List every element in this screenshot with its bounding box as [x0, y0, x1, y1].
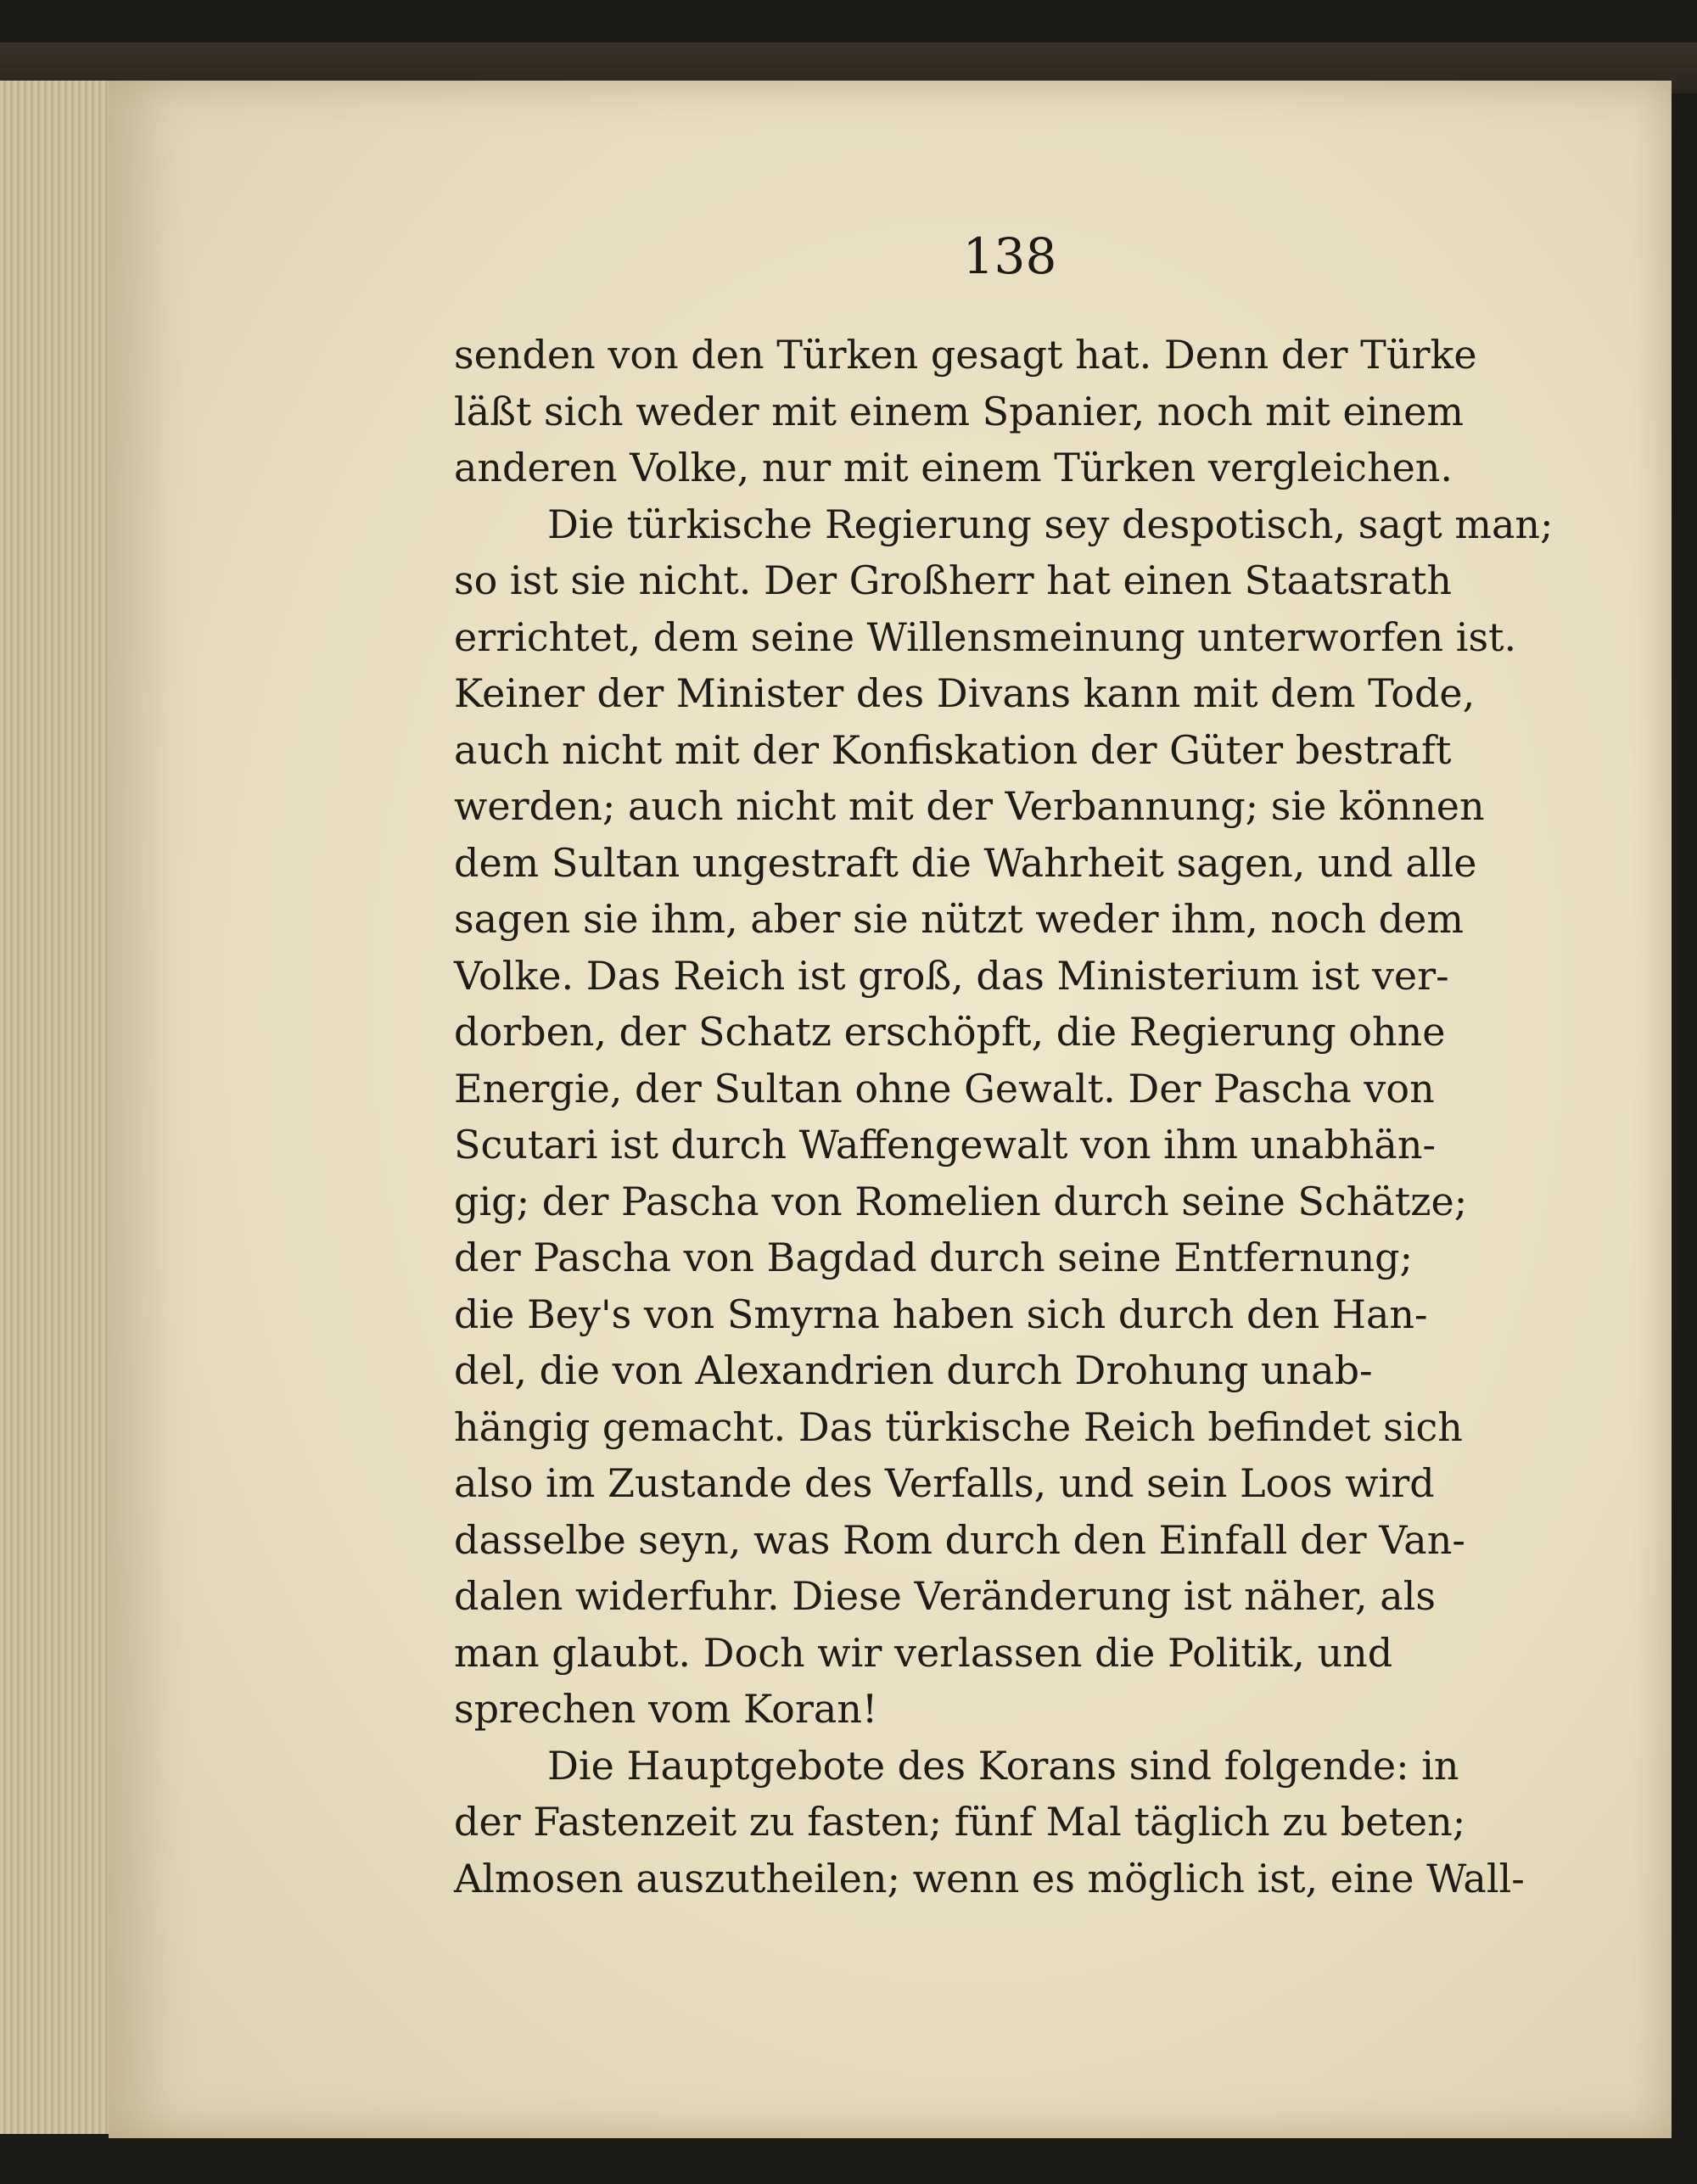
text-line: dasselbe seyn, was Rom durch den Einfall der Van-: [454, 1516, 1465, 1563]
text-line: dorben, der Schatz erschöpft, die Regierung ohne: [454, 1009, 1446, 1055]
text-line: die Bey's von Smyrna haben sich durch den Han-: [454, 1291, 1428, 1337]
text-line: dem Sultan ungestraft die Wahrheit sagen, und alle: [454, 839, 1477, 886]
text-line: hängig gemacht. Das türkische Reich befindet sich: [454, 1403, 1463, 1450]
text-line: man glaubt. Doch wir verlassen die Politik, und: [454, 1629, 1393, 1676]
page-number: 138: [962, 227, 1057, 285]
text-line: Volke. Das Reich ist groß, das Ministerium ist ver-: [454, 952, 1449, 999]
text-line: Die türkische Regierung sey despotisch, sagt man;: [547, 501, 1554, 547]
text-line: Scutari ist durch Waffengewalt von ihm unabhän-: [454, 1122, 1437, 1168]
text-line: dalen widerfuhr. Diese Veränderung ist näher, als: [454, 1573, 1437, 1619]
text-line: Almosen auszutheilen; wenn es möglich ist, eine Wall-: [454, 1855, 1525, 1901]
text-line: so ist sie nicht. Der Großherr hat einen Staatsrath: [454, 557, 1452, 603]
text-line: errichtet, dem seine Willensmeinung unterworfen ist.: [454, 613, 1517, 660]
text-line: läßt sich weder mit einem Spanier, noch mit einem: [454, 388, 1464, 434]
text-line: werden; auch nicht mit der Verbannung; sie können: [454, 783, 1485, 829]
text-line: senden von den Türken gesagt hat. Denn der Türke: [454, 332, 1477, 378]
text-line: anderen Volke, nur mit einem Türken vergleichen.: [454, 445, 1453, 490]
text-line: Energie, der Sultan ohne Gewalt. Der Pascha von: [454, 1065, 1435, 1112]
text-line: Keiner der Minister des Divans kann mit dem Tode,: [454, 670, 1476, 716]
text-line: der Fastenzeit zu fasten; fünf Mal täglich zu beten;: [454, 1799, 1466, 1845]
text-line: der Pascha von Bagdad durch seine Entfernung;: [454, 1235, 1414, 1280]
text-line: del, die von Alexandrien durch Drohung unab-: [454, 1347, 1373, 1393]
text-line: gig; der Pascha von Romelien durch seine Schätze;: [454, 1178, 1468, 1224]
text-line: auch nicht mit der Konfiskation der Güter bestraft: [454, 726, 1452, 773]
text-line: also im Zustande des Verfalls, und sein Loos wird: [454, 1460, 1435, 1506]
text-line: Die Hauptgebote des Korans sind folgende: in: [547, 1742, 1459, 1789]
text-line: sprechen vom Koran!: [454, 1686, 878, 1732]
body-text: [454, 327, 1608, 1907]
text-line: sagen sie ihm, aber sie nützt weder ihm, noch dem: [454, 896, 1464, 942]
